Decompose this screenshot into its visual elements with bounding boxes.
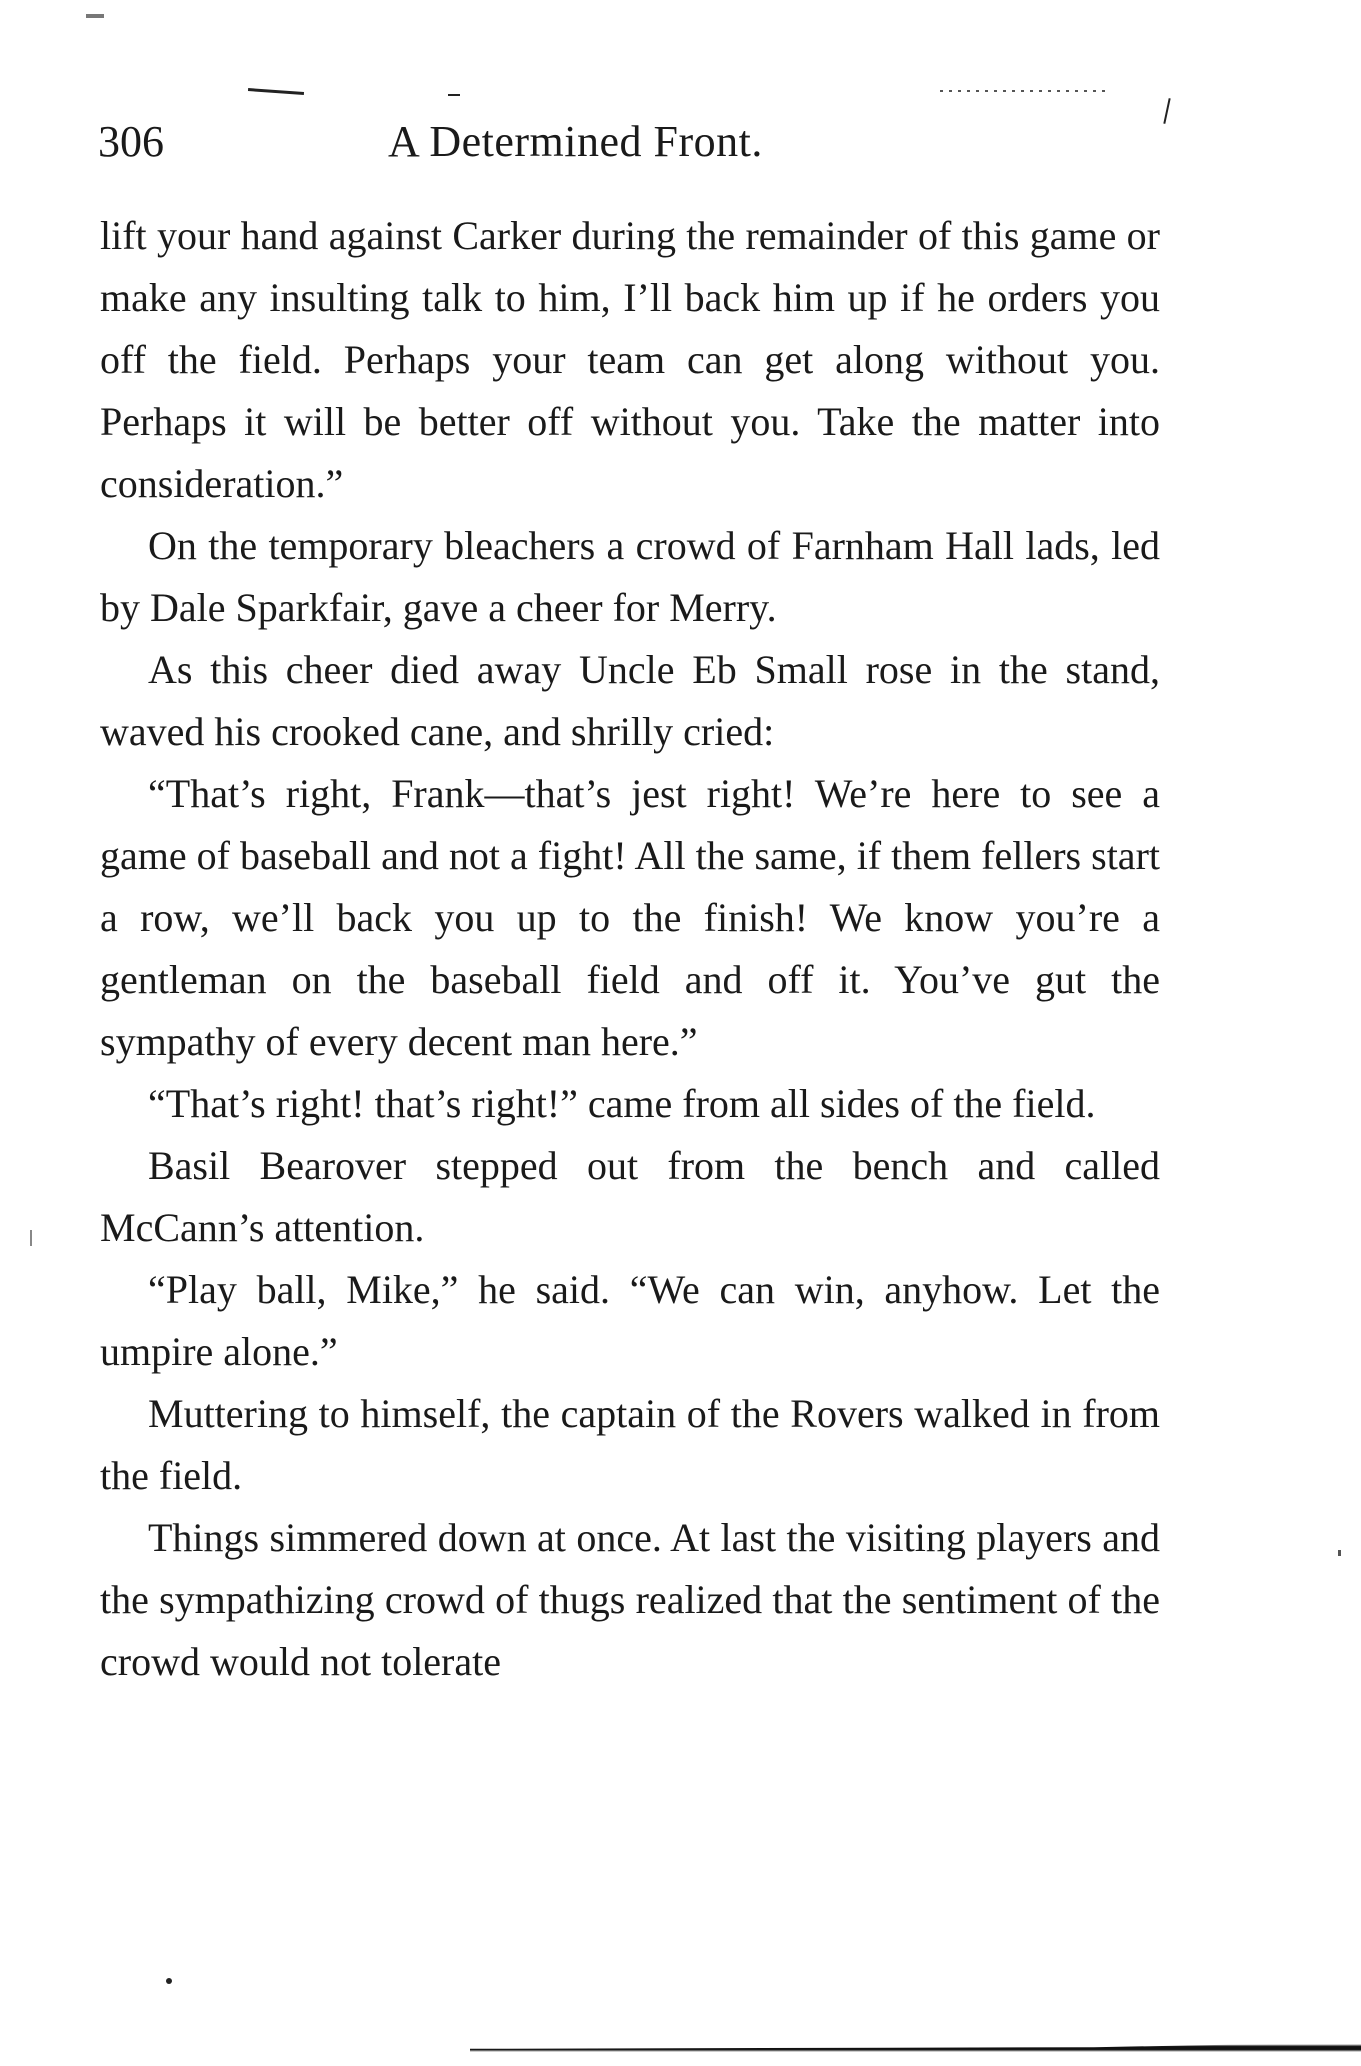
scan-edge-line [470, 2044, 1361, 2052]
paragraph: “That’s right, Frank—that’s jest right! We’re here to see a game of baseball and not a fight! All the same, if them fellers start a row, we’ll back you up to the finish! We know you’re a gentleman on the baseball field and off it. You’ve gut the sympathy of every decent man here.” [100, 771, 1160, 1064]
paragraph: “Play ball, Mike,” he said. “We can win, anyhow. Let the umpire alone.” [100, 1267, 1160, 1374]
paragraph: Basil Bearover stepped out from the bench and called McCann’s attention. [100, 1143, 1160, 1250]
running-title: A Determined Front. [388, 117, 763, 166]
scan-mark [940, 90, 1110, 92]
paragraph: On the temporary bleachers a crowd of Farnham Hall lads, led by Dale Sparkfair, gave a cheer for Merry. [100, 523, 1160, 630]
body-text [100, 205, 1160, 1693]
paragraph: “That’s right! that’s right!” came from all sides of the field. [148, 1081, 1096, 1126]
paragraph: As this cheer died away Uncle Eb Small rose in the stand, waved his crooked cane, and shrilly cried: [100, 647, 1160, 754]
paragraph: Muttering to himself, the captain of the Rovers walked in from the field. [100, 1391, 1160, 1498]
page-header [98, 112, 1168, 172]
paragraph: lift your hand against Carker during the remainder of this game or make any insulting talk to him, I’ll back him up if he orders you off the field. Perhaps your team can get along without you. Perhaps it will be better off without you. Take the matter into consideration.” [100, 213, 1160, 506]
scan-mark [248, 88, 304, 95]
paragraph: Things simmered down at once. At last the visiting players and the sympathizing crowd of thugs realized that the sentiment of the crowd would not tolerate [100, 1515, 1160, 1684]
scan-speck [166, 1978, 172, 1984]
page-number: 306 [98, 117, 164, 166]
scan-speck [1338, 1550, 1341, 1556]
scan-speck [30, 1230, 32, 1246]
scan-mark [448, 94, 460, 96]
scan-speck [86, 14, 104, 18]
